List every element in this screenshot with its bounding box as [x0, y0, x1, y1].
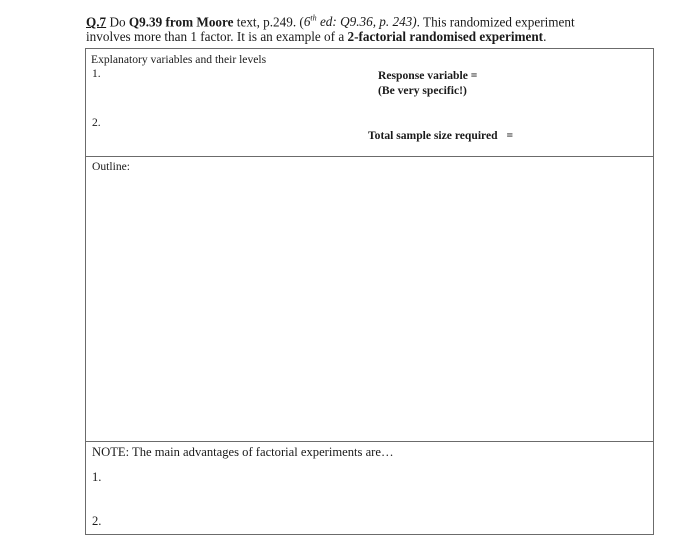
edition-rest: ed: Q9.36, p. 243) — [316, 14, 417, 30]
question-header — [86, 11, 646, 44]
edition-note — [304, 14, 417, 29]
outline-label: Outline: — [92, 160, 130, 173]
note-label: NOTE: The main advantages of factorial experiments are… — [92, 445, 394, 459]
explanatory-item-1: 1. — [92, 67, 101, 80]
explanatory-item-2: 2. — [92, 116, 101, 129]
response-variable-hint: (Be very specific!) — [378, 84, 467, 97]
line2-end: . — [543, 29, 547, 45]
edition-number: 6 — [303, 14, 311, 30]
explanatory-variables-label: Explanatory variables and their levels — [91, 53, 267, 66]
question-number: Q.7 — [86, 14, 107, 30]
question-reference: Q9.39 from Moore — [128, 14, 234, 30]
edition-suffix: th — [310, 14, 317, 23]
line1-end: . This randomized experiment — [416, 14, 575, 30]
divider-outline — [86, 441, 653, 442]
question-line-1 — [86, 11, 646, 29]
do-text: Do — [106, 14, 129, 30]
text-page: text, p.249. ( — [233, 14, 304, 30]
note-item-2: 2. — [92, 514, 102, 528]
sample-size-text: Total sample size required — [368, 129, 498, 142]
answer-form — [85, 48, 654, 535]
divider-variables — [86, 156, 653, 157]
line2-start: involves more than 1 factor. It is an example of a — [86, 29, 348, 45]
note-item-1: 1. — [92, 470, 102, 484]
total-sample-size-label — [368, 129, 513, 142]
sample-size-equals: = — [506, 129, 514, 142]
design-type: 2-factorial randomised experiment — [347, 29, 544, 45]
response-variable-label: Response variable = — [378, 69, 478, 82]
question-line-2 — [86, 29, 646, 44]
